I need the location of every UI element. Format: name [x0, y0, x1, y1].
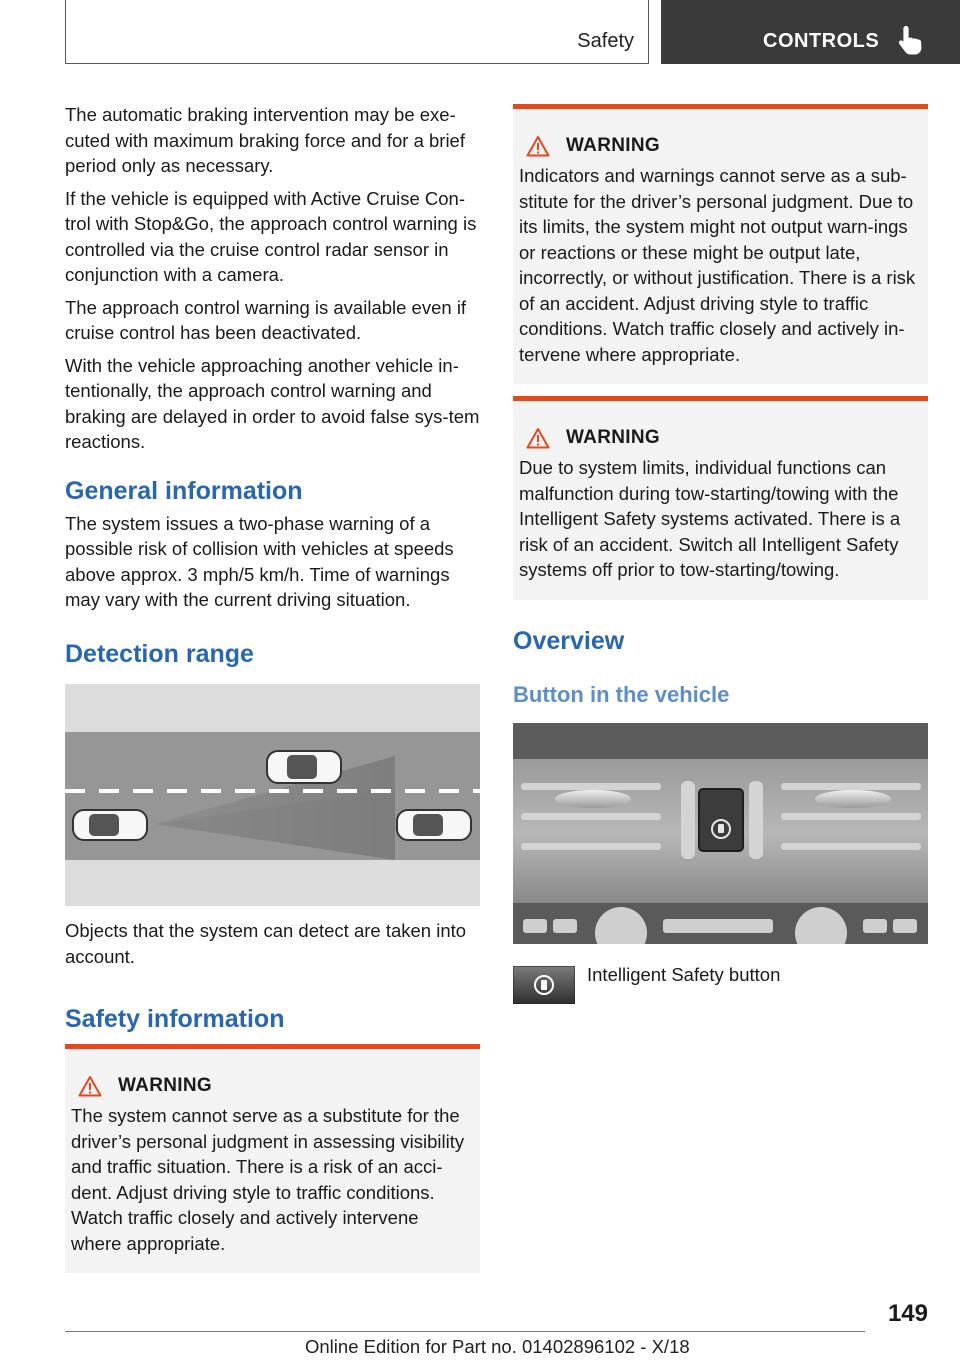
warning-header — [78, 1073, 474, 1099]
dashboard-button-photo — [513, 723, 928, 944]
own-car — [73, 810, 147, 840]
warning-header — [526, 425, 922, 451]
warning-title: WARNING — [566, 135, 660, 156]
car-ahead-same-lane — [397, 810, 471, 840]
warning-text: The system cannot serve as a substitute for the driver’s personal judgment in assessing visibility and traffic situation. There is a risk of an acci-dent. Adjust driving style to traffic conditions. Watch traffic closely and actively intervene where appropriate. — [71, 1105, 465, 1254]
heading-general-information: General information — [65, 476, 303, 505]
warning-box-indicators-limits — [513, 104, 928, 384]
paragraph-intentional-approach: With the vehicle approaching another vehicle in-tentionally, the approach control warning and braking are delayed in order to avoid false sys-tem reactions. — [65, 354, 480, 452]
intelligent-safety-button-label: Intelligent Safety button — [587, 964, 781, 985]
warning-header — [526, 133, 922, 159]
left-column — [65, 102, 480, 669]
heading-detection-range: Detection range — [65, 639, 254, 668]
intelligent-safety-button-icon — [513, 966, 575, 1004]
warning-text: Indicators and warnings cannot serve as a sub-stitute for the driver’s personal judgment. Due to its limits, the system might not output warn-ings or reactions or these might be output late, incorrectly, or without justification. There is a risk of an accident. Adjust driving style to traffic conditions. Watch traffic closely and actively in-tervene where appropriate. — [519, 165, 916, 365]
car-ahead-left-lane — [267, 751, 341, 783]
warning-title: WARNING — [118, 1075, 212, 1096]
footer-edition-text: Online Edition for Part no. 01402896102 - X/18 — [305, 1336, 690, 1357]
header-section-title: Safety — [577, 30, 634, 52]
paragraph-braking-intervention: The automatic braking intervention may be exe-cuted with maximum braking force and for a brief period only as necessary. — [65, 104, 465, 176]
heading-button-in-vehicle: Button in the vehicle — [513, 682, 730, 707]
header-chapter-tab — [661, 0, 960, 64]
paragraph-active-cruise: If the vehicle is equipped with Active Cruise Con-trol with Stop&Go, the approach control warning is controlled via the cruise control radar sensor in conjunction with a camera. — [65, 187, 477, 285]
warning-text: Due to system limits, individual functions can malfunction during tow-starting/towing with the Intelligent Safety systems activated. There is a risk of an accident. Switch all Intelligent Safety systems off prior to tow-starting/towing. — [519, 457, 901, 580]
warning-triangle-icon — [526, 135, 550, 157]
header-section-box — [65, 0, 649, 64]
paragraph-general-information: The system issues a two-phase warning of a possible risk of collision with vehicles at speeds above approx. 3 mph/5 km/h. Time of warnings may vary with the current driving situation. — [65, 512, 454, 610]
page-number: 149 — [887, 1300, 928, 1327]
header-chapter-title: CONTROLS — [763, 30, 880, 52]
heading-safety-information: Safety information — [65, 1005, 285, 1033]
caption-detection-range: Objects that the system can detect are taken into account. — [65, 920, 467, 967]
heading-overview: Overview — [513, 627, 625, 655]
footer-divider — [65, 1331, 865, 1332]
warning-box-substitute-judgment — [65, 1044, 480, 1273]
pointing-hand-icon — [895, 24, 925, 56]
paragraph-cruise-deactivated: The approach control warning is available even if cruise control has been deactivated. — [65, 296, 467, 343]
warning-triangle-icon — [526, 427, 550, 449]
warning-title: WARNING — [566, 427, 660, 448]
detection-range-illustration — [65, 684, 480, 906]
warning-box-tow-starting — [513, 396, 928, 600]
warning-triangle-icon — [78, 1075, 102, 1097]
